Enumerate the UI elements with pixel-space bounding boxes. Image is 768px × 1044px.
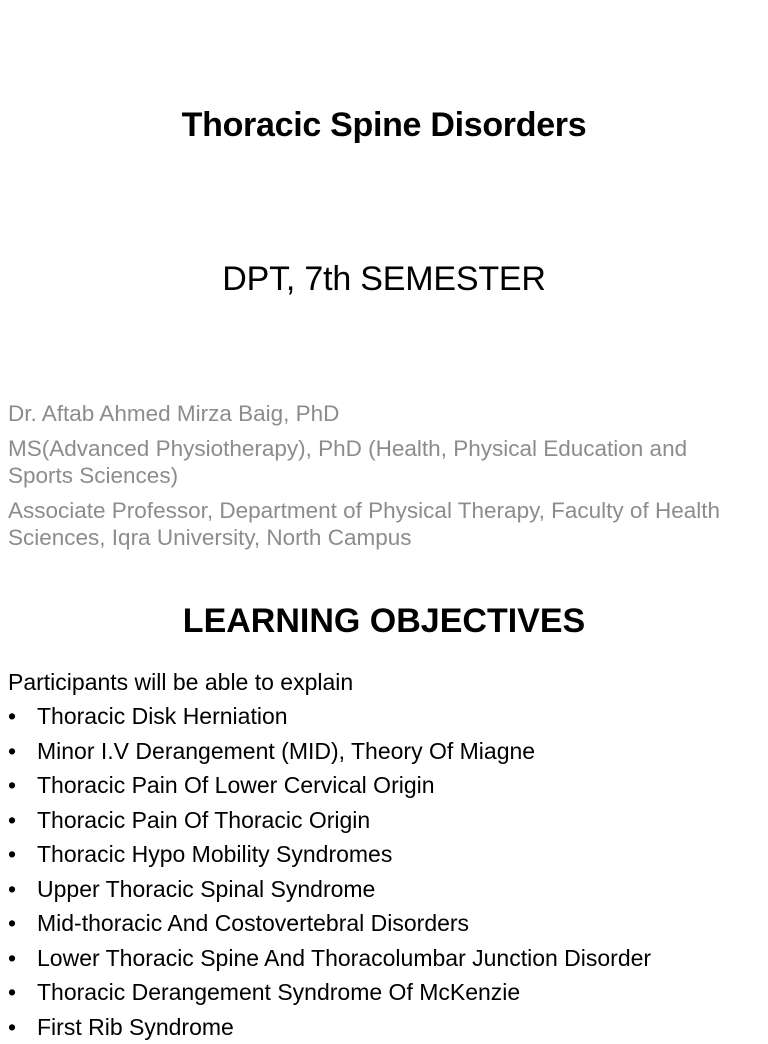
author-position: Associate Professor, Department of Physical Therapy, Faculty of Health Sciences, Iqra University, North Campus [8,497,758,551]
bullet-icon: • [8,941,28,976]
bullet-icon: • [8,975,28,1010]
bullet-icon: • [8,837,28,872]
objective-text: Thoracic Pain Of Lower Cervical Origin [37,772,435,798]
objective-text: Thoracic Hypo Mobility Syndromes [37,841,392,867]
bullet-icon: • [8,734,28,769]
objectives-title: LEARNING OBJECTIVES [0,602,768,641]
objectives-slide [0,576,768,1024]
bullet-icon: • [8,768,28,803]
bullet-icon: • [8,872,28,907]
bullet-icon: • [8,1010,28,1044]
bullet-icon: • [8,803,28,838]
objective-item [8,941,763,976]
objective-item [8,1010,763,1044]
objective-item [8,872,763,907]
author-qualifications: MS(Advanced Physiotherapy), PhD (Health, Physical Education and Sports Sciences) [8,435,758,489]
objective-item [8,699,763,734]
author-name: Dr. Aftab Ahmed Mirza Baig, PhD [8,400,758,427]
author-info [8,400,758,559]
objective-item [8,768,763,803]
bullet-icon: • [8,699,28,734]
objective-item [8,975,763,1010]
objective-text: Minor I.V Derangement (MID), Theory Of Miagne [37,738,535,764]
objective-text: Thoracic Disk Herniation [37,703,288,729]
bullet-icon: • [8,906,28,941]
objective-item [8,803,763,838]
objective-text: Lower Thoracic Spine And Thoracolumbar Junction Disorder [37,945,651,971]
objective-text: First Rib Syndrome [37,1014,234,1040]
objective-text: Thoracic Derangement Syndrome Of McKenzie [37,979,520,1005]
objective-item [8,906,763,941]
objective-item [8,837,763,872]
objectives-list [8,699,763,1044]
objective-text: Mid-thoracic And Costovertebral Disorders [37,910,469,936]
objective-text: Thoracic Pain Of Thoracic Origin [37,807,370,833]
objectives-intro: Participants will be able to explain [8,665,353,700]
objective-text: Upper Thoracic Spinal Syndrome [37,876,375,902]
slide-title: Thoracic Spine Disorders [0,106,768,145]
objective-item [8,734,763,769]
slide-subtitle: DPT, 7th SEMESTER [0,260,768,299]
